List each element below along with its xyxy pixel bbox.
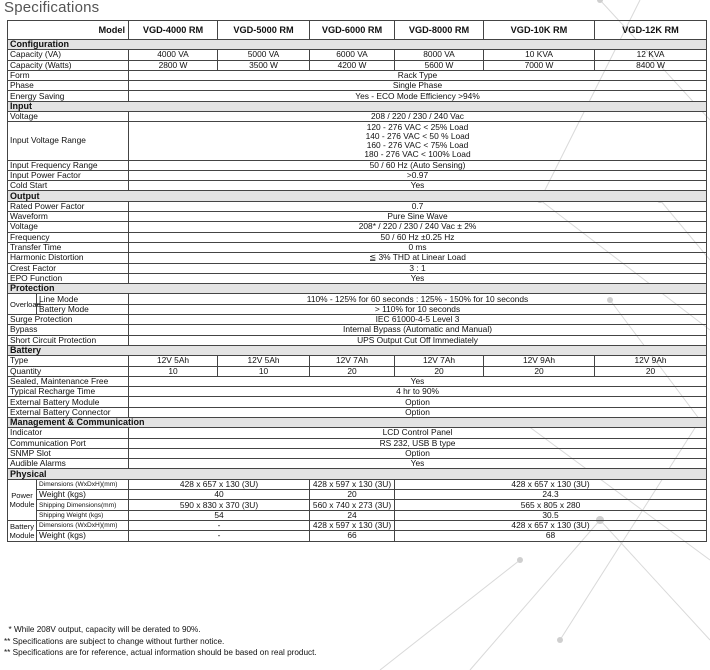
table-row xyxy=(8,170,707,180)
row-label: External Battery Module xyxy=(8,397,129,407)
battery-module-label: Battery Module xyxy=(8,520,37,541)
cell: 120 - 276 VAC < 25% Load xyxy=(129,122,707,132)
specifications-table xyxy=(7,20,707,542)
cell: 2800 W xyxy=(129,60,218,70)
table-row xyxy=(8,181,707,191)
table-row xyxy=(8,490,707,500)
row-label: Input Frequency Range xyxy=(8,160,129,170)
cell: 160 - 276 VAC < 75% Load xyxy=(129,141,707,150)
table-row xyxy=(8,122,707,132)
cell: 0 ms xyxy=(129,242,707,252)
cell: - xyxy=(129,520,310,530)
row-label: SNMP Slot xyxy=(8,448,129,458)
table-row xyxy=(8,315,707,325)
cell: 20 xyxy=(484,366,595,376)
cell: 50 / 60 Hz (Auto Sensing) xyxy=(129,160,707,170)
section-protection: Protection xyxy=(8,284,707,294)
row-label: Waveform xyxy=(8,212,129,222)
cell: 66 xyxy=(310,531,395,541)
footnote: * While 208V output, capacity will be derated to 90%. xyxy=(4,625,201,634)
cell: Single Phase xyxy=(129,81,707,91)
section-battery: Battery xyxy=(8,345,707,355)
table-row xyxy=(8,335,707,345)
row-label: Input Voltage Range xyxy=(8,122,129,160)
cell: 24 xyxy=(310,510,395,520)
row-label: Sealed, Maintenance Free xyxy=(8,376,129,386)
row-label: Crest Factor xyxy=(8,263,129,273)
header-model-12k: VGD-12K RM xyxy=(595,21,707,40)
row-label: Overload xyxy=(8,294,37,315)
header-model-4000: VGD-4000 RM xyxy=(129,21,218,40)
cell: 3 : 1 xyxy=(129,263,707,273)
header-model-5000: VGD-5000 RM xyxy=(218,21,310,40)
header-model: Model xyxy=(8,21,129,40)
cell: 8400 W xyxy=(595,60,707,70)
cell: 12 KVA xyxy=(595,50,707,60)
table-row xyxy=(8,459,707,469)
cell: 208 / 220 / 230 / 240 Vac xyxy=(129,112,707,122)
cell: UPS Output Cut Off Immediately xyxy=(129,335,707,345)
row-label: Capacity (VA) xyxy=(8,50,129,60)
row-sublabel: Dimensions (WxDxH)(mm) xyxy=(37,520,129,530)
cell: 12V 5Ah xyxy=(218,356,310,366)
cell: 20 xyxy=(595,366,707,376)
cell: 4200 W xyxy=(310,60,395,70)
table-row xyxy=(8,212,707,222)
table-row xyxy=(8,81,707,91)
table-row xyxy=(8,397,707,407)
table-row xyxy=(8,448,707,458)
cell: Yes xyxy=(129,459,707,469)
cell: 20 xyxy=(310,366,395,376)
cell: 565 x 805 x 280 xyxy=(395,500,707,510)
cell: 428 x 657 x 130 (3U) xyxy=(395,520,707,530)
cell: >0.97 xyxy=(129,170,707,180)
row-label: Transfer Time xyxy=(8,242,129,252)
table-row xyxy=(8,520,707,530)
table-row xyxy=(8,112,707,122)
row-label: Surge Protection xyxy=(8,315,129,325)
row-label: Harmonic Distortion xyxy=(8,253,129,263)
cell: LCD Control Panel xyxy=(129,428,707,438)
row-label: External Battery Connector xyxy=(8,407,129,417)
row-label: Cold Start xyxy=(8,181,129,191)
footnote: ** Specifications are for reference, actual information should be based on real product. xyxy=(4,648,317,658)
header-model-8000: VGD-8000 RM xyxy=(395,21,484,40)
row-sublabel: Line Mode xyxy=(37,294,129,304)
row-sublabel: Shipping Weight (kgs) xyxy=(37,510,129,520)
cell: ≦ 3% THD at Linear Load xyxy=(129,253,707,263)
cell: Yes xyxy=(129,273,707,283)
table-row xyxy=(8,70,707,80)
header-model-10k: VGD-10K RM xyxy=(484,21,595,40)
row-label: Energy Saving xyxy=(8,91,129,101)
cell: 10 xyxy=(129,366,218,376)
cell: Option xyxy=(129,397,707,407)
cell: 4000 VA xyxy=(129,50,218,60)
power-module-label: Power Module xyxy=(8,479,37,520)
footnote: ** Specifications are subject to change without further notice. xyxy=(4,636,225,646)
table-row xyxy=(8,510,707,520)
cell: 6000 VA xyxy=(310,50,395,60)
cell: 40 xyxy=(129,490,310,500)
cell: 5000 VA xyxy=(218,50,310,60)
row-label: Indicator xyxy=(8,428,129,438)
cell: 560 x 740 x 273 (3U) xyxy=(310,500,395,510)
table-row xyxy=(8,376,707,386)
table-row xyxy=(8,222,707,232)
cell: 12V 9Ah xyxy=(484,356,595,366)
row-label: Capacity (Watts) xyxy=(8,60,129,70)
cell: Internal Bypass (Automatic and Manual) xyxy=(129,325,707,335)
row-label: Rated Power Factor xyxy=(8,201,129,211)
row-label: Communication Port xyxy=(8,438,129,448)
table-row xyxy=(8,201,707,211)
cell: 50 / 60 Hz ±0.25 Hz xyxy=(129,232,707,242)
table-row xyxy=(8,407,707,417)
cell: 0.7 xyxy=(129,201,707,211)
table-row xyxy=(8,242,707,252)
row-sublabel: Weight (kgs) xyxy=(37,490,129,500)
cell: 68 xyxy=(395,531,707,541)
cell: 8000 VA xyxy=(395,50,484,60)
cell: Rack Type xyxy=(129,70,707,80)
cell: 30.5 xyxy=(395,510,707,520)
section-physical: Physical xyxy=(8,469,707,479)
cell: 10 xyxy=(218,366,310,376)
row-label: Form xyxy=(8,70,129,80)
cell: Option xyxy=(129,407,707,417)
footnotes xyxy=(4,624,317,659)
table-header-row xyxy=(8,21,707,40)
row-label: Voltage xyxy=(8,112,129,122)
row-sublabel: Battery Mode xyxy=(37,304,129,314)
cell: 24.3 xyxy=(395,490,707,500)
row-label: Input Power Factor xyxy=(8,170,129,180)
table-row xyxy=(8,366,707,376)
cell: 428 x 657 x 130 (3U) xyxy=(395,479,707,489)
cell: 20 xyxy=(310,490,395,500)
cell: 10 KVA xyxy=(484,50,595,60)
cell: 7000 W xyxy=(484,60,595,70)
cell: 208* / 220 / 230 / 240 Vac ± 2% xyxy=(129,222,707,232)
row-label: Voltage xyxy=(8,222,129,232)
cell: 54 xyxy=(129,510,310,520)
cell: 140 - 276 VAC < 50 % Load xyxy=(129,132,707,141)
cell: 12V 7Ah xyxy=(395,356,484,366)
cell: 428 x 657 x 130 (3U) xyxy=(129,479,310,489)
table-row xyxy=(8,91,707,101)
cell: 590 x 830 x 370 (3U) xyxy=(129,500,310,510)
table-row xyxy=(8,387,707,397)
cell: 20 xyxy=(395,366,484,376)
cell: Yes xyxy=(129,376,707,386)
cell: Option xyxy=(129,448,707,458)
cell: Yes xyxy=(129,181,707,191)
table-row xyxy=(8,325,707,335)
table-row xyxy=(8,263,707,273)
cell: 3500 W xyxy=(218,60,310,70)
table-row xyxy=(8,60,707,70)
table-row xyxy=(8,479,707,489)
page-title: Specifications xyxy=(4,0,100,16)
row-label: Bypass xyxy=(8,325,129,335)
cell: 12V 7Ah xyxy=(310,356,395,366)
cell: 12V 5Ah xyxy=(129,356,218,366)
row-sublabel: Dimensions (WxDxH)(mm) xyxy=(37,479,129,489)
row-label: Phase xyxy=(8,81,129,91)
table-row xyxy=(8,428,707,438)
cell: 180 - 276 VAC < 100% Load xyxy=(129,150,707,160)
cell: 428 x 597 x 130 (3U) xyxy=(310,520,395,530)
table-row xyxy=(8,438,707,448)
cell: IEC 61000-4-5 Level 3 xyxy=(129,315,707,325)
row-label: Audible Alarms xyxy=(8,459,129,469)
cell: 110% - 125% for 60 seconds : 125% - 150% for 10 seconds xyxy=(129,294,707,304)
section-input: Input xyxy=(8,101,707,111)
cell: RS 232, USB B type xyxy=(129,438,707,448)
table-row xyxy=(8,294,707,304)
row-label: Frequency xyxy=(8,232,129,242)
cell: Yes - ECO Mode Efficiency >94% xyxy=(129,91,707,101)
row-sublabel: Weight (kgs) xyxy=(37,531,129,541)
table-row xyxy=(8,500,707,510)
cell: 428 x 597 x 130 (3U) xyxy=(310,479,395,489)
section-output: Output xyxy=(8,191,707,201)
table-row xyxy=(8,160,707,170)
table-row xyxy=(8,253,707,263)
row-label: Typical Recharge Time xyxy=(8,387,129,397)
table-row xyxy=(8,50,707,60)
row-label: Short Circuit Protection xyxy=(8,335,129,345)
cell: Pure Sine Wave xyxy=(129,212,707,222)
table-row xyxy=(8,531,707,541)
row-label: EPO Function xyxy=(8,273,129,283)
table-row xyxy=(8,232,707,242)
header-model-6000: VGD-6000 RM xyxy=(310,21,395,40)
section-configuration: Configuration xyxy=(8,40,707,50)
row-label: Type xyxy=(8,356,129,366)
cell: 12V 9Ah xyxy=(595,356,707,366)
table-row xyxy=(8,304,707,314)
table-row xyxy=(8,273,707,283)
row-sublabel: Shipping Dimensions(mm) xyxy=(37,500,129,510)
cell: > 110% for 10 seconds xyxy=(129,304,707,314)
table-row xyxy=(8,356,707,366)
cell: - xyxy=(129,531,310,541)
section-management: Management & Communication xyxy=(8,417,707,427)
cell: 4 hr to 90% xyxy=(129,387,707,397)
cell: 5600 W xyxy=(395,60,484,70)
row-label: Quantity xyxy=(8,366,129,376)
